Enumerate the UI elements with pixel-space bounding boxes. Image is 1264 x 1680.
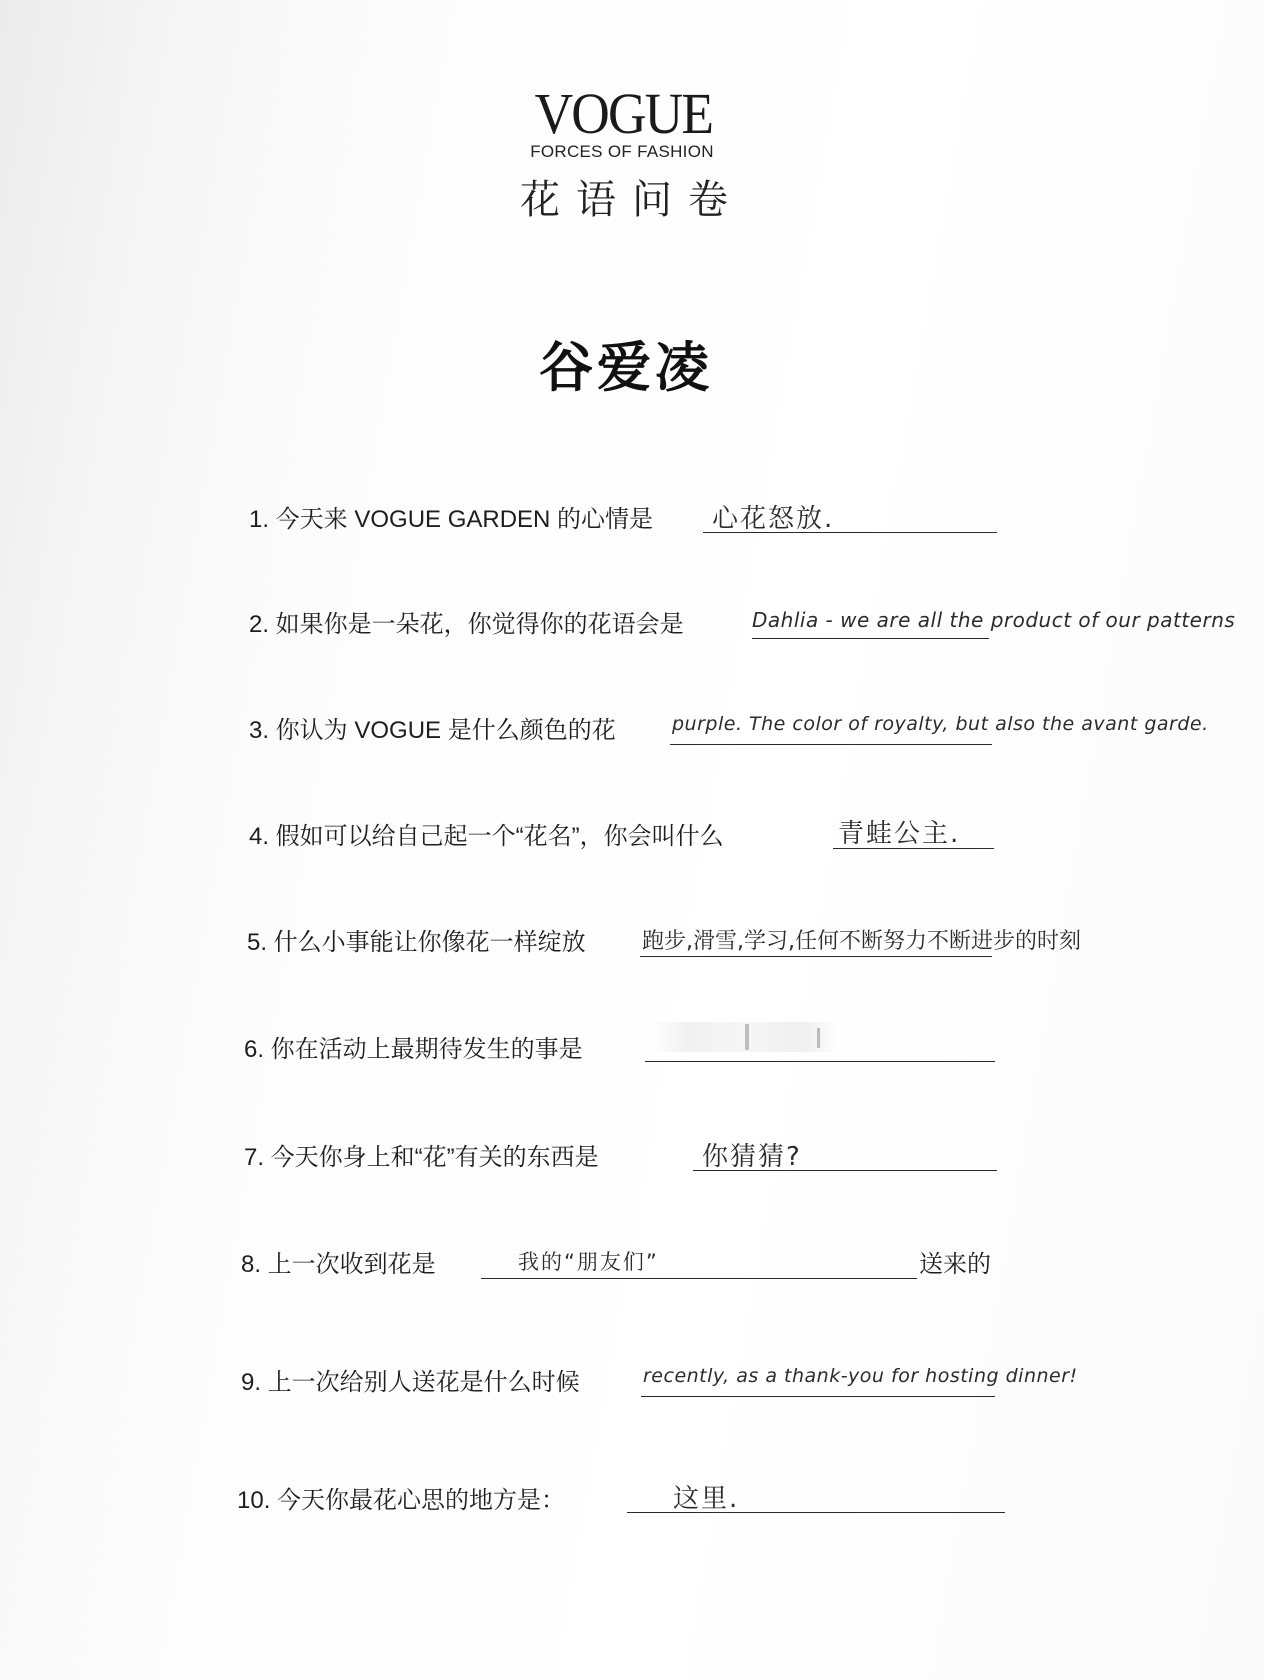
- handwritten-answer: purple. The color of royalty, but also the avant garde.: [672, 713, 1209, 735]
- questionnaire-subtitle: [0, 168, 1264, 225]
- handwritten-answer: 我的“朋友们”: [518, 1250, 659, 1274]
- answer-line: [481, 1278, 917, 1279]
- handwritten-answer: 你猜猜?: [702, 1142, 802, 1172]
- handwritten-answer: 青蛙公主.: [838, 819, 961, 849]
- answer-line: [645, 1061, 995, 1062]
- vogue-logo: [527, 81, 717, 162]
- handwritten-answer: 心花怒放.: [712, 504, 835, 534]
- question-suffix: 送来的: [919, 1251, 991, 1278]
- logo-tagline: FORCES OF FASHION: [530, 142, 714, 161]
- answer-line: [640, 956, 992, 957]
- question-text: 2. 如果你是一朵花，你觉得你的花语会是: [249, 611, 684, 638]
- question-text: 7. 今天你身上和“花”有关的东西是: [244, 1144, 599, 1171]
- handwritten-answer: 这里.: [673, 1484, 740, 1514]
- vogue-wordmark: VOGUE: [534, 81, 713, 146]
- question-text: 1. 今天来 VOGUE GARDEN 的心情是: [249, 506, 654, 533]
- handwritten-answer: 跑步,滑雪,学习,任何不断努力不断进步的时刻: [642, 929, 1081, 954]
- answer-line: [641, 1396, 995, 1397]
- question-text: 6. 你在活动上最期待发生的事是: [244, 1036, 583, 1063]
- question-text: 3. 你认为 VOGUE 是什么颜色的花: [249, 717, 616, 744]
- question-text: 5. 什么小事能让你像花一样绽放: [247, 929, 586, 956]
- question-text: 10. 今天你最花心思的地方是：: [237, 1487, 566, 1514]
- question-text: 4. 假如可以给自己起一个“花名”，你会叫什么: [249, 823, 724, 850]
- question-text: 8. 上一次收到花是: [241, 1251, 436, 1278]
- respondent-name: [0, 325, 1264, 402]
- question-text: 9. 上一次给别人送花是什么时候: [241, 1369, 580, 1396]
- respondent-name-text: 谷爱凌: [539, 335, 713, 399]
- subtitle-text: 花语问卷: [520, 177, 744, 223]
- handwritten-answer: Dahlia - we are all the product of our patterns: [752, 608, 1236, 632]
- answer-line: [670, 744, 992, 745]
- handwritten-answer: recently, as a thank-you for hosting dinner!: [643, 1365, 1078, 1387]
- redacted-answer-area: [650, 1022, 840, 1052]
- answer-line: [752, 638, 989, 639]
